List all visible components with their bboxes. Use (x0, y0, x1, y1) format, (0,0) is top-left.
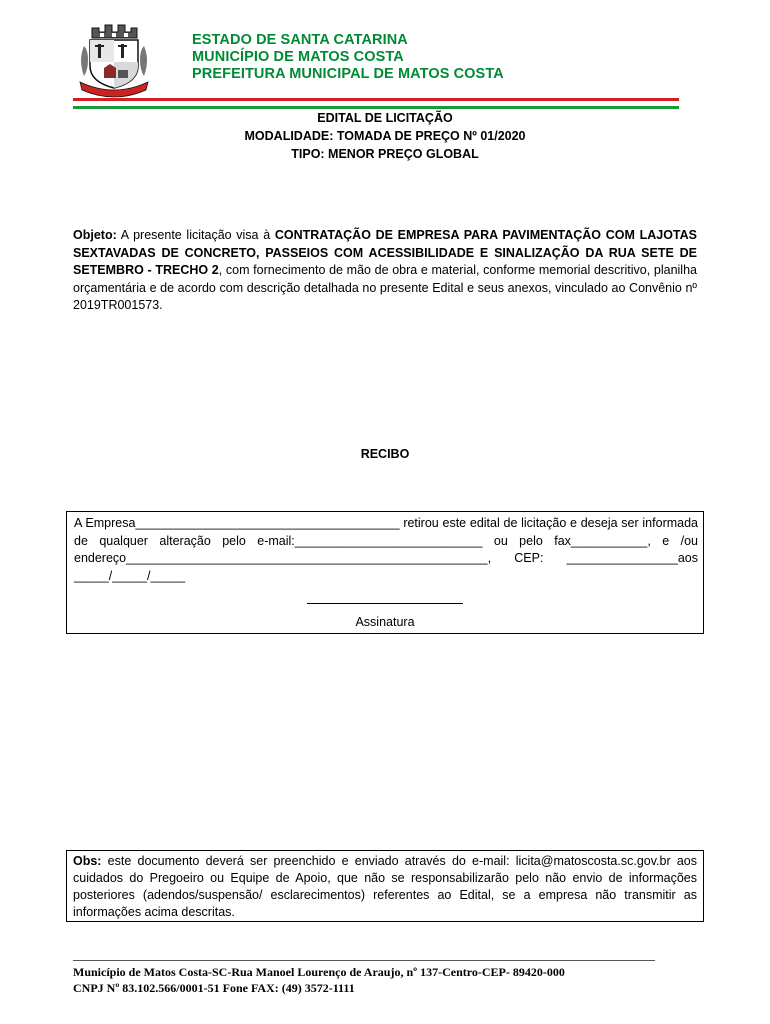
header-municipality: MUNICÍPIO DE MATOS COSTA (192, 49, 404, 65)
header-rule-red (73, 98, 679, 101)
obs-label: Obs: (73, 854, 102, 868)
obs-text: este documento deverá ser preenchido e enviado através do e-mail: licita@matoscosta.sc.gov.br aos cuidados do Pregoeiro ou Equipe de Apoio, que não se responsabilizarão pelo não envio de informações posteriores (adendos/suspensão/ esclarecimentos) referentes ao Edital, se a empresa não transmitir as informações acima descritas. (73, 854, 697, 919)
header-state: ESTADO DE SANTA CATARINA (192, 32, 408, 48)
footer-cnpj-phone: CNPJ Nº 83.102.566/0001-51 Fone FAX: (49) 3572-1111 (73, 981, 355, 995)
objeto-intro: A presente licitação visa à (116, 228, 275, 242)
objeto-paragraph (73, 227, 697, 315)
edital-modalidade: MODALIDADE: TOMADA DE PREÇO Nº 01/2020 (244, 129, 526, 143)
edital-tipo: TIPO: MENOR PREÇO GLOBAL (291, 147, 479, 161)
objeto-label: Objeto: (73, 228, 117, 242)
footer-address: Município de Matos Costa-SC-Rua Manoel Lourenço de Araujo, nº 137-Centro-CEP- 89420-000 (73, 965, 565, 979)
footer-rule (73, 960, 655, 961)
obs-paragraph (73, 853, 697, 921)
objeto-bold-text: CONTRATAÇÃO DE EMPRESA PARA PAVIMENTAÇÃO COM LAJOTAS SEXTAVADAS DE CONCRETO, PASSEIOS COM ACESSIBILIDADE E SINALIZAÇÃO DA RUA SETE DE SETEMBRO - TRECHO 2 (73, 228, 697, 277)
edital-title: EDITAL DE LICITAÇÃO (317, 111, 453, 125)
signature-line[interactable] (307, 603, 463, 604)
signature-label: Assinatura (355, 615, 415, 629)
recibo-form-text[interactable]: A Empresa______________________________________ retirou este edital de licitação e deseja ser informada de qualquer alteração pelo e-mail:___________________________ ou pelo fax___________, e /ou endereço____________________________________________________, CEP: ________________aos _____/_____/_____ (74, 516, 698, 583)
header-prefecture: PREFEITURA MUNICIPAL DE MATOS COSTA (192, 66, 504, 82)
coat-of-arms-icon (74, 20, 154, 98)
recibo-title: RECIBO (360, 447, 410, 461)
header-rule-green (73, 106, 679, 109)
objeto-rest: , com fornecimento de mão de obra e material, conforme memorial descritivo, planilha orçamentária e de acordo com descrição detalhada no presente Edital e seus anexos, vinculado ao Convênio nº 2019TR001573. (73, 263, 697, 312)
